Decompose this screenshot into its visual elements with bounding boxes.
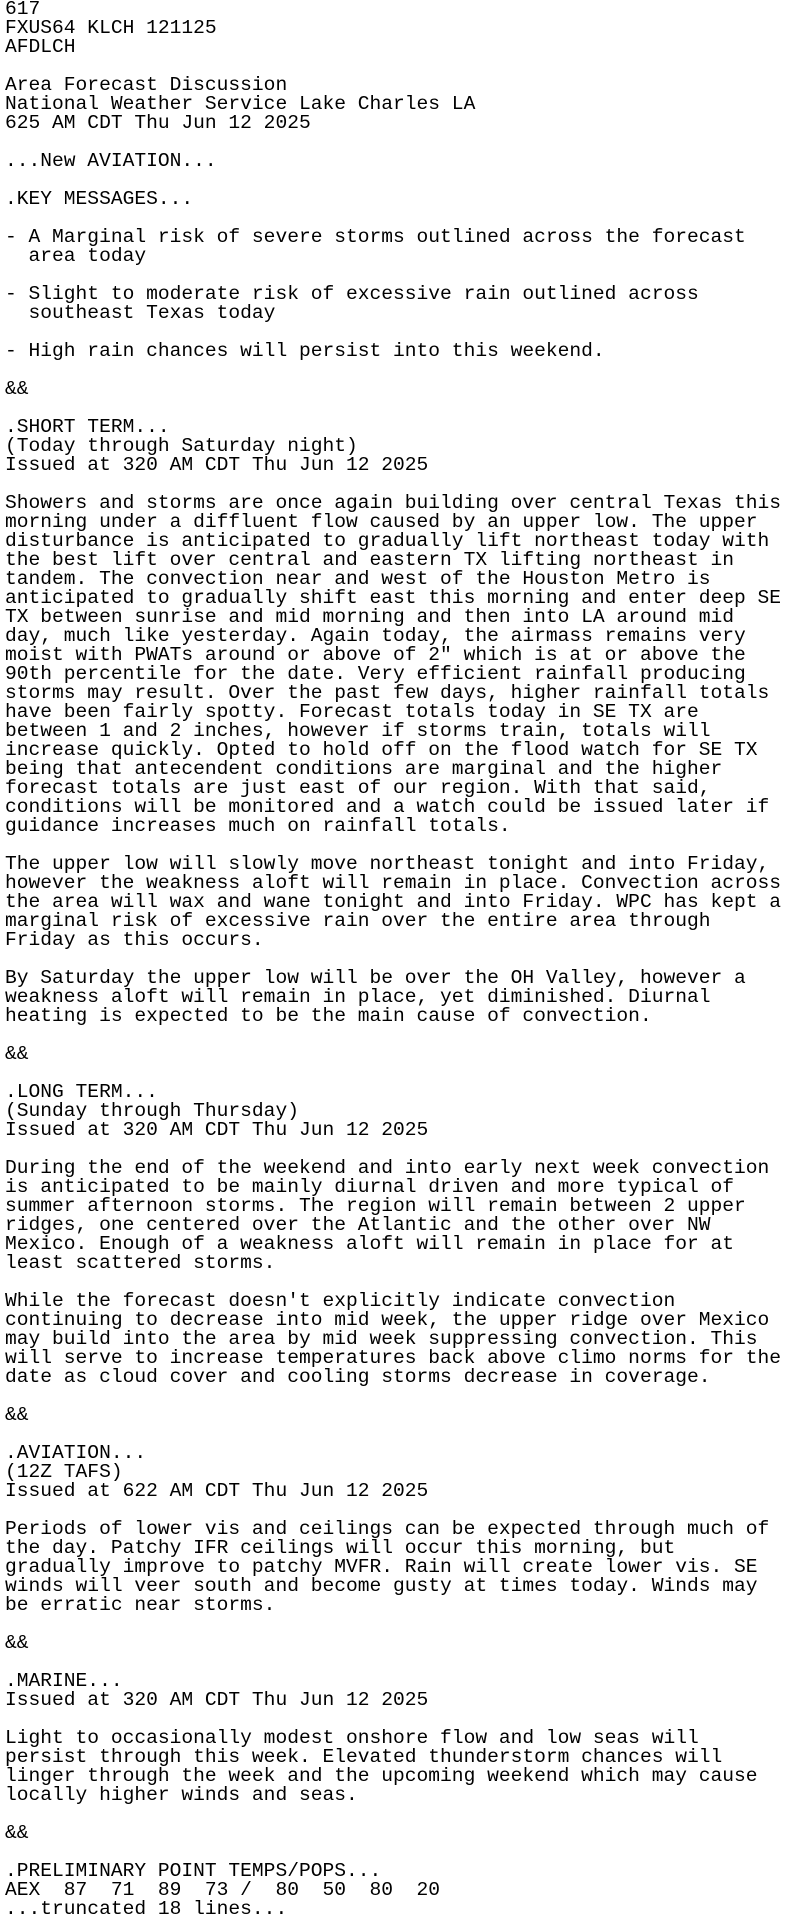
text-line: (Today through Saturday night) <box>5 435 358 457</box>
text-line: Issued at 622 AM CDT Thu Jun 12 2025 <box>5 1480 429 1502</box>
text-line: be erratic near storms. <box>5 1594 276 1616</box>
text-line: between 1 and 2 inches, however if storms train, totals will <box>5 720 711 742</box>
text-line: Mexico. Enough of a weakness aloft will remain in place for at <box>5 1233 735 1255</box>
text-line: area today <box>5 245 147 267</box>
text-line: Area Forecast Discussion <box>5 74 288 96</box>
text-line: forecast totals are just east of our region. With that said, <box>5 777 711 799</box>
text-line: however the weakness aloft will remain in place. Convection across <box>5 872 782 894</box>
text-line: 625 AM CDT Thu Jun 12 2025 <box>5 112 311 134</box>
text-line: .KEY MESSAGES... <box>5 188 194 210</box>
text-line: will serve to increase temperatures back above climo norms for the <box>5 1347 782 1369</box>
text-line: the area will wax and wane tonight and into Friday. WPC has kept a <box>5 891 782 913</box>
text-line: && <box>5 378 29 400</box>
text-line: tandem. The convection near and west of the Houston Metro is <box>5 568 711 590</box>
text-line: AEX 87 71 89 73 / 80 50 80 20 <box>5 1879 441 1901</box>
text-line: being that antecendent conditions are marginal and the higher <box>5 758 723 780</box>
text-line: FXUS64 KLCH 121125 <box>5 17 217 39</box>
text-line: ...New AVIATION... <box>5 150 217 172</box>
text-line: - A Marginal risk of severe storms outlined across the forecast <box>5 226 746 248</box>
text-line: morning under a diffluent flow caused by an upper low. The upper <box>5 511 758 533</box>
text-line: By Saturday the upper low will be over the OH Valley, however a <box>5 967 746 989</box>
text-line: - Slight to moderate risk of excessive rain outlined across <box>5 283 699 305</box>
text-line: southeast Texas today <box>5 302 276 324</box>
text-line: may build into the area by mid week suppressing convection. This <box>5 1328 758 1350</box>
text-line: moist with PWATs around or above of 2" which is at or above the <box>5 644 746 666</box>
text-line: During the end of the weekend and into early next week convection <box>5 1157 770 1179</box>
text-line: day, much like yesterday. Again today, the airmass remains very <box>5 625 746 647</box>
text-line: && <box>5 1043 29 1065</box>
text-line: Issued at 320 AM CDT Thu Jun 12 2025 <box>5 1119 429 1141</box>
text-line: persist through this week. Elevated thunderstorm chances will <box>5 1746 723 1768</box>
text-line: Friday as this occurs. <box>5 929 264 951</box>
text-line: && <box>5 1404 29 1426</box>
text-line: 90th percentile for the date. Very efficient rainfall producing <box>5 663 746 685</box>
text-line: .AVIATION... <box>5 1442 147 1464</box>
text-line: TX between sunrise and mid morning and then into LA around mid <box>5 606 735 628</box>
text-line: AFDLCH <box>5 36 76 58</box>
text-line: gradually improve to patchy MVFR. Rain will create lower vis. SE <box>5 1556 758 1578</box>
text-line: disturbance is anticipated to gradually lift northeast today with <box>5 530 770 552</box>
text-line: continuing to decrease into mid week, the upper ridge over Mexico <box>5 1309 770 1331</box>
text-line: is anticipated to be mainly diurnal driven and more typical of <box>5 1176 735 1198</box>
text-line: increase quickly. Opted to hold off on the flood watch for SE TX <box>5 739 758 761</box>
text-line: conditions will be monitored and a watch could be issued later if <box>5 796 770 818</box>
text-line: The upper low will slowly move northeast tonight and into Friday, <box>5 853 770 875</box>
text-line: Issued at 320 AM CDT Thu Jun 12 2025 <box>5 454 429 476</box>
text-line: least scattered storms. <box>5 1252 276 1274</box>
text-line: ...truncated 18 lines... <box>5 1898 288 1920</box>
text-line: date as cloud cover and cooling storms decrease in coverage. <box>5 1366 711 1388</box>
text-line: marginal risk of excessive rain over the entire area through <box>5 910 711 932</box>
text-line: anticipated to gradually shift east this morning and enter deep SE <box>5 587 782 609</box>
text-line: heating is expected to be the main cause of convection. <box>5 1005 652 1027</box>
text-line: .PRELIMINARY POINT TEMPS/POPS... <box>5 1860 382 1882</box>
text-line: .LONG TERM... <box>5 1081 158 1103</box>
text-line: have been fairly spotty. Forecast totals today in SE TX are <box>5 701 699 723</box>
text-line: While the forecast doesn't explicitly indicate convection <box>5 1290 676 1312</box>
text-line: .MARINE... <box>5 1670 123 1692</box>
text-line: (Sunday through Thursday) <box>5 1100 299 1122</box>
text-line: Periods of lower vis and ceilings can be expected through much of <box>5 1518 770 1540</box>
text-line: weakness aloft will remain in place, yet diminished. Diurnal <box>5 986 711 1008</box>
text-line: 617 <box>5 0 41 20</box>
text-line: the best lift over central and eastern TX lifting northeast in <box>5 549 735 571</box>
text-line: Issued at 320 AM CDT Thu Jun 12 2025 <box>5 1689 429 1711</box>
text-line: storms may result. Over the past few days, higher rainfall totals <box>5 682 770 704</box>
text-line: linger through the week and the upcoming weekend which may cause <box>5 1765 758 1787</box>
text-line: National Weather Service Lake Charles LA <box>5 93 476 115</box>
text-line: locally higher winds and seas. <box>5 1784 358 1806</box>
text-line: (12Z TAFS) <box>5 1461 123 1483</box>
text-line: && <box>5 1632 29 1654</box>
text-line: winds will veer south and become gusty at times today. Winds may <box>5 1575 758 1597</box>
text-line: the day. Patchy IFR ceilings will occur this morning, but <box>5 1537 676 1559</box>
text-line: Showers and storms are once again building over central Texas this <box>5 492 782 514</box>
text-line: - High rain chances will persist into this weekend. <box>5 340 605 362</box>
text-line: ridges, one centered over the Atlantic and the other over NW <box>5 1214 711 1236</box>
text-line: && <box>5 1822 29 1844</box>
text-line: guidance increases much on rainfall totals. <box>5 815 511 837</box>
text-line: .SHORT TERM... <box>5 416 170 438</box>
text-line: summer afternoon storms. The region will remain between 2 upper <box>5 1195 746 1217</box>
text-line: Light to occasionally modest onshore flow and low seas will <box>5 1727 699 1749</box>
